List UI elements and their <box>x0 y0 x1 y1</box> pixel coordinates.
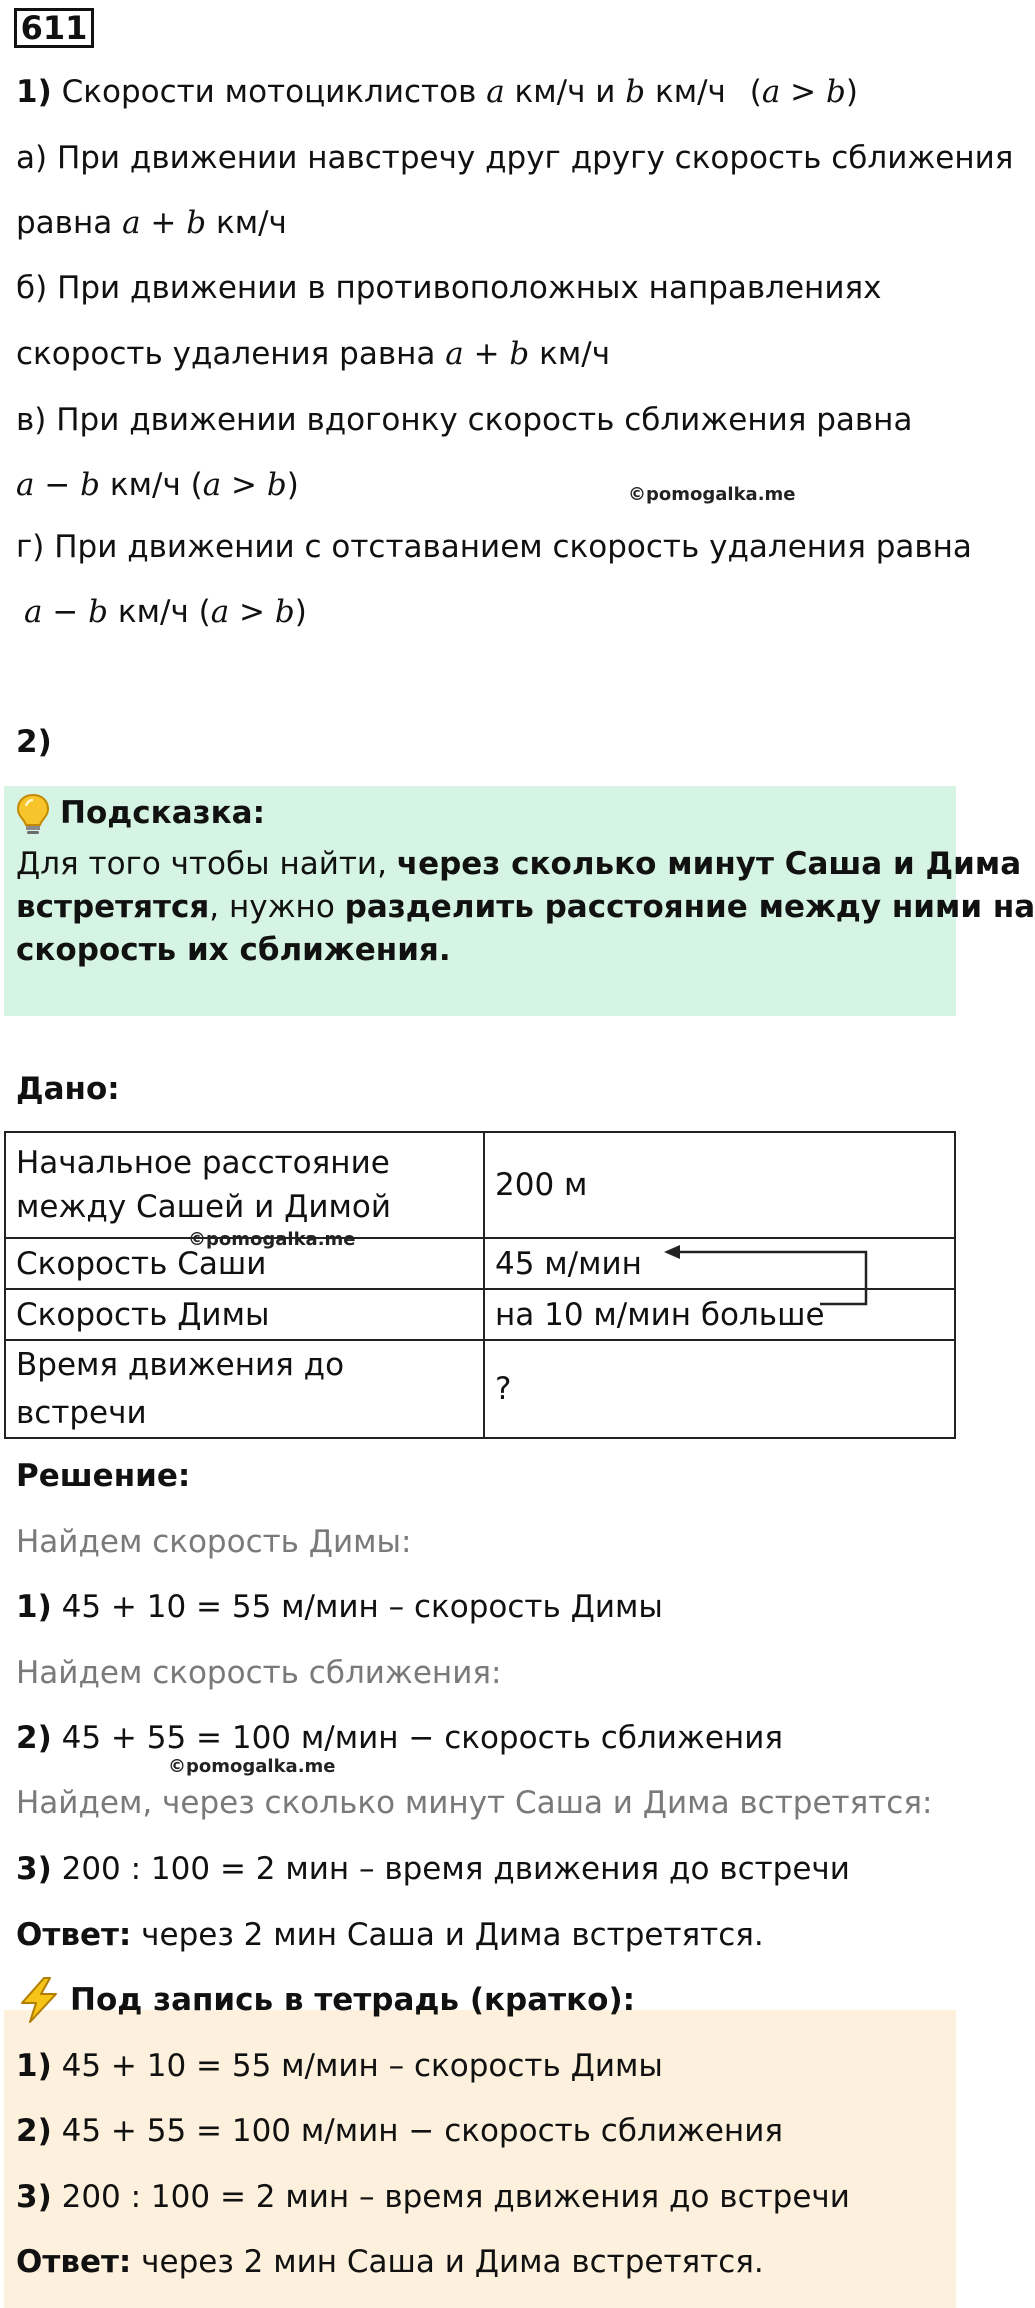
notebook-line2 <box>16 2111 783 2151</box>
part1-label: 1) <box>16 74 52 110</box>
row-label-line1: Начальное расстояние <box>16 1145 390 1181</box>
step3-label: 3) <box>16 1851 52 1887</box>
var-b: b <box>826 74 846 110</box>
step1 <box>16 1587 663 1627</box>
nb-answer-text: через 2 мин Саша и Дима встретятся. <box>131 2244 764 2280</box>
step3-text: 200 : 100 = 2 мин – время движения до встречи <box>51 1851 850 1887</box>
hint-t4: , нужно <box>209 889 345 925</box>
part2-label: 2) <box>16 724 52 760</box>
hint-title: Подсказка: <box>60 795 265 831</box>
table-cell-label <box>5 1132 484 1238</box>
lightbulb-icon <box>14 792 52 836</box>
step1-text: 45 + 10 = 55 м/мин – скорость Димы <box>51 1589 663 1625</box>
table-cell-value: 200 м <box>484 1132 955 1238</box>
cond-open: ( <box>739 74 762 110</box>
table-cell-label: Время движения до встречи <box>5 1340 484 1438</box>
lightning-icon <box>16 1976 62 2024</box>
hint-t2: через сколько минут Саша и Дима <box>396 846 1022 882</box>
answer-label: Ответ: <box>16 1917 132 1953</box>
item-b-line1: б) При движении в противоположных направлениях <box>16 270 882 306</box>
intro-text: Скорости мотоциклистов <box>51 74 487 110</box>
watermark: ©pomogalka.me <box>168 1756 336 1777</box>
hint-line3 <box>16 930 451 970</box>
notebook-line3 <box>16 2177 850 2217</box>
var-a: a <box>486 74 505 110</box>
step2-label: 2) <box>16 1720 52 1756</box>
var-b: b <box>509 336 530 372</box>
table-cell-label: Скорость Димы <box>5 1289 484 1340</box>
item-b-line2 <box>16 334 610 374</box>
var-a: a <box>16 467 35 503</box>
var-b: b <box>186 205 207 241</box>
item-d-line1: г) При движении с отставанием скорость удаления равна <box>16 529 972 565</box>
item-a-line1: а) При движении навстречу друг другу скорость сближения <box>16 140 1014 176</box>
kmh: км/ч <box>529 336 611 372</box>
hint-t5: разделить расстояние между ними на <box>344 889 1035 925</box>
var-a: a <box>24 594 43 630</box>
minus: − <box>34 467 81 503</box>
cond-close: ) <box>286 467 299 503</box>
plus: + <box>463 336 510 372</box>
item-a-line2 <box>16 203 287 243</box>
nb-l3-label: 3) <box>16 2179 52 2215</box>
answer-text: через 2 мин Саша и Дима встретятся. <box>131 1917 764 1953</box>
var-a: a <box>761 74 781 110</box>
kmh: км/ч <box>504 74 586 110</box>
nb-answer-label: Ответ: <box>16 2244 132 2280</box>
var-a: a <box>445 336 464 372</box>
table-cell-value: на 10 м/мин больше <box>484 1289 955 1340</box>
solution-label: Решение: <box>16 1458 191 1494</box>
table-row <box>5 1132 955 1238</box>
and: и <box>585 74 626 110</box>
nb-l3-text: 200 : 100 = 2 мин – время движения до встречи <box>51 2179 850 2215</box>
table-cell-value: ? <box>484 1340 955 1438</box>
task-number: 611 <box>14 8 94 48</box>
nb-l1-text: 45 + 10 = 55 м/мин – скорость Димы <box>51 2048 663 2084</box>
hint-t6: скорость их сближения. <box>16 932 451 968</box>
hint-line2 <box>16 887 1035 927</box>
nb-l2-text: 45 + 55 = 100 м/мин − скорость сближения <box>51 2113 783 2149</box>
step1-label: 1) <box>16 1589 52 1625</box>
var-a: a <box>210 594 230 630</box>
watermark: ©pomogalka.me <box>188 1229 356 1250</box>
item-c-line1: в) При движении вдогонку скорость сближения равна <box>16 402 913 438</box>
step2 <box>16 1718 783 1758</box>
kmh-cond-open: км/ч ( <box>100 467 203 503</box>
step3-hint: Найдем, через сколько минут Саша и Дима встретятся: <box>16 1785 933 1821</box>
step3 <box>16 1849 850 1889</box>
hint-t1: Для того чтобы найти, <box>16 846 397 882</box>
table-cell-label: Скорость Саши <box>5 1238 484 1289</box>
table-cell-value: 45 м/мин <box>484 1238 955 1289</box>
table-row <box>5 1340 955 1438</box>
minus: − <box>42 594 89 630</box>
notebook-title: Под запись в тетрадь (кратко): <box>70 1982 636 2018</box>
relation-arrow <box>660 1240 880 1312</box>
gt: > <box>229 594 275 630</box>
item-c-line2 <box>16 465 299 505</box>
nb-l2-label: 2) <box>16 2113 52 2149</box>
hint-t3: встретятся <box>16 889 210 925</box>
part1-intro-line <box>16 72 858 112</box>
hint-line1 <box>16 844 1021 884</box>
cond-close: ) <box>845 74 858 110</box>
step2-hint: Найдем скорость сближения: <box>16 1655 502 1691</box>
var-b: b <box>80 467 101 503</box>
step2-text: 45 + 55 = 100 м/мин − скорость сближения <box>51 1720 783 1756</box>
cond-close: ) <box>294 594 307 630</box>
item-a-pre: равна <box>16 205 123 241</box>
answer <box>16 1915 764 1955</box>
item-b-pre: скорость удаления равна <box>16 336 446 372</box>
notebook-answer <box>16 2242 764 2282</box>
given-label: Дано: <box>16 1071 120 1107</box>
var-a: a <box>122 205 141 241</box>
var-b: b <box>266 467 287 503</box>
var-b: b <box>274 594 295 630</box>
plus: + <box>140 205 187 241</box>
gt: > <box>780 74 826 110</box>
nb-l1-label: 1) <box>16 2048 52 2084</box>
item-d-line2 <box>24 592 307 632</box>
kmh: км/ч <box>645 74 726 110</box>
watermark: ©pomogalka.me <box>628 484 796 505</box>
var-b: b <box>88 594 109 630</box>
step1-hint: Найдем скорость Димы: <box>16 1524 412 1560</box>
var-b: b <box>625 74 646 110</box>
kmh-cond-open: км/ч ( <box>108 594 211 630</box>
row-label-line2: между Сашей и Димой <box>16 1189 391 1225</box>
kmh: км/ч <box>206 205 287 241</box>
var-a: a <box>202 467 222 503</box>
notebook-line1 <box>16 2046 663 2086</box>
gt: > <box>221 467 267 503</box>
